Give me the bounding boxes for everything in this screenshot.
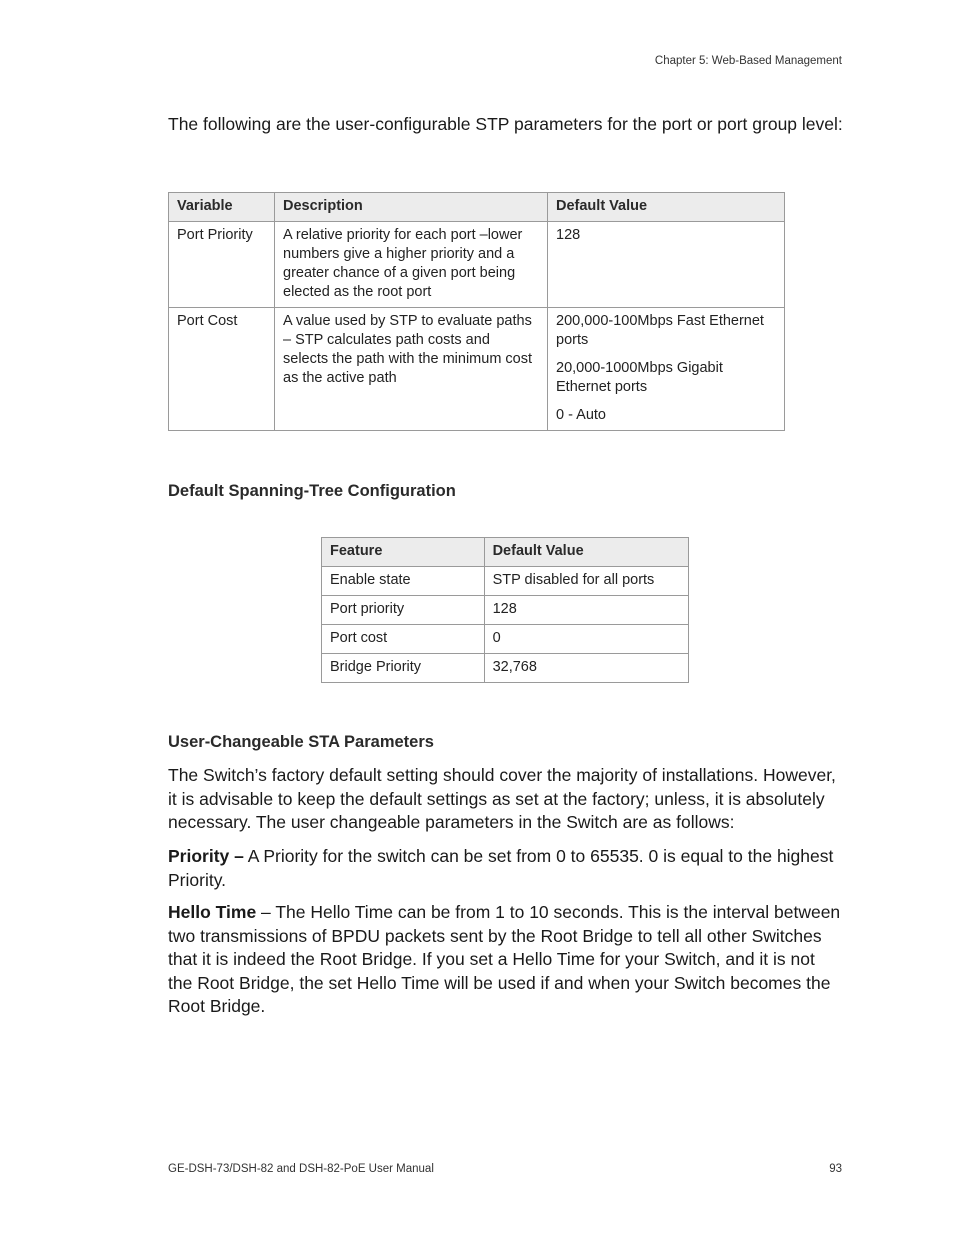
default-config-table (321, 537, 689, 683)
section-heading-user-params: User-Changeable STA Parameters (168, 733, 434, 751)
cell-description: A value used by STP to evaluate paths – STP calculates path costs and selects the path with the minimum cost as the active path (275, 308, 548, 431)
footer-manual-title: GE-DSH-73/DSH-82 and DSH-82-PoE User Manual (168, 1163, 434, 1175)
cell-default-value (548, 222, 785, 308)
section-heading-default-config: Default Spanning-Tree Configuration (168, 482, 456, 500)
cell-feature: Enable state (322, 567, 485, 596)
cell-feature: Port priority (322, 596, 485, 625)
column-header-variable: Variable (169, 193, 275, 222)
stp-parameters-table (168, 192, 785, 431)
cell-feature: Port cost (322, 625, 485, 654)
column-header-description: Description (275, 193, 548, 222)
table-header-row (322, 538, 689, 567)
hello-time-paragraph (168, 901, 844, 1019)
table-header-row (169, 193, 785, 222)
priority-text: A Priority for the switch can be set from 0 to 65535. 0 is equal to the highest Priority. (168, 846, 834, 890)
cell-variable: Port Cost (169, 308, 275, 431)
table-row (322, 654, 689, 683)
table-row (169, 308, 785, 431)
priority-term: Priority – (168, 846, 244, 866)
cell-feature: Bridge Priority (322, 654, 485, 683)
cell-variable: Port Priority (169, 222, 275, 308)
default-value-line: 128 (556, 227, 581, 243)
hello-time-term: Hello Time (168, 902, 257, 922)
intro-paragraph: The following are the user-configurable STP parameters for the port or port group level: (168, 114, 843, 134)
hello-time-text: – The Hello Time can be from 1 to 10 seconds. This is the interval between two transmissions of BPDU packets sent by the Root Bridge to tell all other Switches that it is indeed the Root Bridge. If you set a Hello Time for your Switch, and it is not the Root Bridge, the set Hello Time will be used if and when your Switch becomes the Root Bridge. (168, 902, 841, 1016)
cell-default-value (548, 308, 785, 431)
column-header-default-value: Default Value (548, 193, 785, 222)
table-row (322, 625, 689, 654)
cell-description: A relative priority for each port –lower numbers give a higher priority and a greater chance of a given port being elected as the root port (275, 222, 548, 308)
page-header-chapter: Chapter 5: Web-Based Management (654, 55, 842, 67)
cell-default-value: STP disabled for all ports (484, 567, 688, 596)
user-params-paragraph: The Switch’s factory default setting should cover the majority of installations. However, it is advisable to keep the default settings as set at the factory; unless, it is absolutely necessary. The user changeable parameters in the Switch are as follows: (168, 765, 836, 832)
column-header-default-value: Default Value (484, 538, 688, 567)
priority-paragraph (168, 845, 844, 892)
table-row (322, 596, 689, 625)
table-row (322, 567, 689, 596)
cell-default-value: 32,768 (484, 654, 688, 683)
default-value-line: 200,000-100Mbps Fast Ethernet ports (556, 313, 764, 348)
cell-default-value: 0 (484, 625, 688, 654)
table-row (169, 222, 785, 308)
default-value-line: 0 - Auto (556, 407, 606, 423)
default-value-line: 20,000-1000Mbps Gigabit Ethernet ports (556, 360, 723, 395)
page-number: 93 (829, 1163, 842, 1175)
cell-default-value: 128 (484, 596, 688, 625)
column-header-feature: Feature (322, 538, 485, 567)
